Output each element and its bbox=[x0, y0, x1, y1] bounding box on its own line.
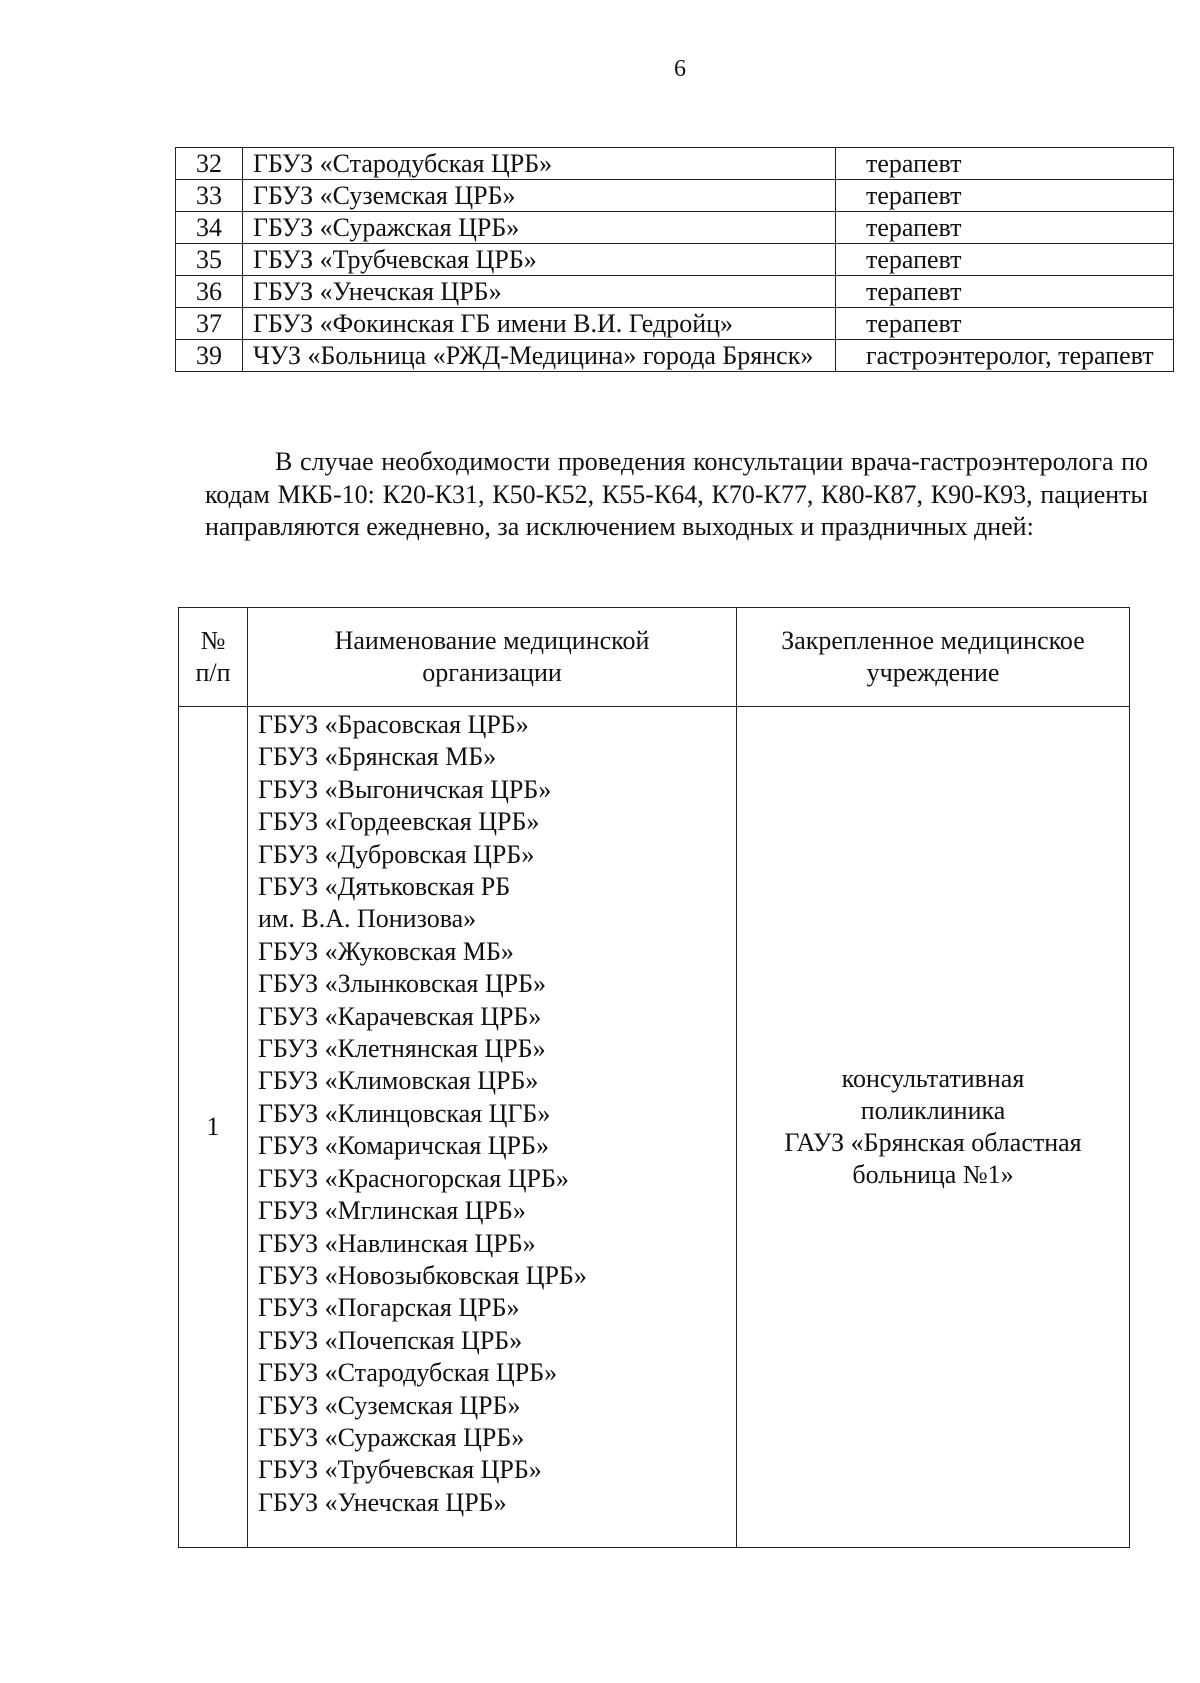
organization-list-item: ГБУЗ «Дятьковская РБ bbox=[258, 872, 511, 902]
organization-list-item: ГБУЗ «Клетнянская ЦРБ» bbox=[258, 1034, 546, 1064]
specialist-cell: терапевт bbox=[836, 276, 1174, 308]
referral-table-row bbox=[179, 707, 1130, 1548]
institution-line2: поликлиника bbox=[860, 1096, 1006, 1125]
institution-cell bbox=[737, 707, 1130, 1548]
organization-cell: ГБУЗ «Трубчевская ЦРБ» bbox=[243, 244, 836, 276]
organization-list-item: им. В.А. Понизова» bbox=[258, 904, 477, 934]
specialist-cell: терапевт bbox=[836, 148, 1174, 180]
organization-list-item: ГБУЗ «Навлинская ЦРБ» bbox=[258, 1228, 536, 1258]
organization-list-item: ГБУЗ «Суземская ЦРБ» bbox=[258, 1390, 521, 1420]
organization-cell: ГБУЗ «Фокинская ГБ имени В.И. Гедройц» bbox=[243, 308, 836, 340]
specialist-cell: гастроэнтеролог, терапевт bbox=[836, 340, 1174, 372]
organization-list-item: ГБУЗ «Трубчевская ЦРБ» bbox=[258, 1455, 542, 1485]
header-number-line1: № bbox=[200, 626, 226, 655]
specialist-cell: терапевт bbox=[836, 308, 1174, 340]
organization-cell: ГБУЗ «Стародубская ЦРБ» bbox=[243, 148, 836, 180]
organization-list-item: ГБУЗ «Суражская ЦРБ» bbox=[258, 1422, 525, 1452]
specialist-cell: терапевт bbox=[836, 180, 1174, 212]
row-number-cell: 34 bbox=[176, 212, 243, 244]
header-organization-line2: организации bbox=[422, 658, 562, 687]
referral-table bbox=[178, 607, 1130, 1548]
organization-cell: ГБУЗ «Унечская ЦРБ» bbox=[243, 276, 836, 308]
referral-table-header bbox=[179, 608, 1130, 707]
organization-list-item: ГБУЗ «Дубровская ЦРБ» bbox=[258, 839, 535, 869]
header-number-line2: п/п bbox=[195, 658, 231, 687]
header-number-cell bbox=[179, 608, 248, 707]
specialists-table-row bbox=[176, 340, 1174, 372]
organization-list-cell bbox=[248, 707, 737, 1548]
row-number-cell: 32 bbox=[176, 148, 243, 180]
row-number-cell: 1 bbox=[179, 707, 248, 1548]
organization-list-item: ГБУЗ «Климовская ЦРБ» bbox=[258, 1066, 539, 1096]
organization-list-item: ГБУЗ «Злынковская ЦРБ» bbox=[258, 969, 547, 999]
institution-line3: ГАУЗ «Брянская областная bbox=[784, 1128, 1082, 1157]
header-organization-line1: Наименование медицинской bbox=[334, 626, 650, 655]
row-number-cell: 33 bbox=[176, 180, 243, 212]
row-number-cell: 39 bbox=[176, 340, 243, 372]
specialists-table-row bbox=[176, 244, 1174, 276]
organization-list-item: ГБУЗ «Стародубская ЦРБ» bbox=[258, 1358, 558, 1388]
referral-paragraph: В случае необходимости проведения консультации врача-гастроэнтеролога по кодам МКБ-10: К20-К31, К50-К52, К55-К64, К70-К77, К80-К87, К90-К93, пациенты направляются ежедневно, за исключением выходных и праздничных дней: bbox=[205, 447, 1148, 541]
organization-list-item: ГБУЗ «Выгоничская ЦРБ» bbox=[258, 774, 552, 804]
organization-list-item: ГБУЗ «Погарская ЦРБ» bbox=[258, 1293, 520, 1323]
specialists-table-row bbox=[176, 308, 1174, 340]
specialist-cell: терапевт bbox=[836, 244, 1174, 276]
organization-list-item: ГБУЗ «Брасовская ЦРБ» bbox=[258, 710, 529, 739]
institution-line1: консультативная bbox=[841, 1064, 1025, 1093]
organization-list-item: ГБУЗ «Мглинская ЦРБ» bbox=[258, 1196, 526, 1226]
organization-list-item: ГБУЗ «Клинцовская ЦГБ» bbox=[258, 1098, 551, 1128]
page-number: 6 bbox=[674, 56, 686, 82]
organization-list-item: ГБУЗ «Унечская ЦРБ» bbox=[258, 1487, 507, 1517]
organization-list-item: ГБУЗ «Брянская МБ» bbox=[258, 742, 497, 772]
organization-list-item: ГБУЗ «Карачевская ЦРБ» bbox=[258, 1001, 542, 1031]
row-number-cell: 35 bbox=[176, 244, 243, 276]
specialists-table-row bbox=[176, 212, 1174, 244]
institution-line4: больница №1» bbox=[852, 1160, 1014, 1189]
organization-cell: ЧУЗ «Больница «РЖД-Медицина» города Брянск» bbox=[243, 340, 836, 372]
specialists-table-body bbox=[176, 148, 1174, 372]
organization-list-item: ГБУЗ «Жуковская МБ» bbox=[258, 936, 514, 966]
header-institution-line2: учреждение bbox=[866, 658, 1000, 687]
organization-list-item: ГБУЗ «Почепская ЦРБ» bbox=[258, 1325, 523, 1355]
row-number-cell: 37 bbox=[176, 308, 243, 340]
row-number-cell: 36 bbox=[176, 276, 243, 308]
organization-list-item: ГБУЗ «Гордеевская ЦРБ» bbox=[258, 807, 540, 837]
specialists-table-row bbox=[176, 276, 1174, 308]
organization-cell: ГБУЗ «Суражская ЦРБ» bbox=[243, 212, 836, 244]
header-institution-line1: Закрепленное медицинское bbox=[781, 626, 1085, 655]
organization-list-item: ГБУЗ «Комаричская ЦРБ» bbox=[258, 1131, 549, 1161]
organization-cell: ГБУЗ «Суземская ЦРБ» bbox=[243, 180, 836, 212]
specialist-cell: терапевт bbox=[836, 212, 1174, 244]
specialists-table-row bbox=[176, 148, 1174, 180]
organization-list-item: ГБУЗ «Красногорская ЦРБ» bbox=[258, 1163, 569, 1193]
header-institution-cell bbox=[737, 608, 1130, 707]
organization-list-item: ГБУЗ «Новозыбковская ЦРБ» bbox=[258, 1260, 587, 1290]
specialists-table bbox=[175, 147, 1174, 372]
header-organization-cell bbox=[248, 608, 737, 707]
specialists-table-row bbox=[176, 180, 1174, 212]
